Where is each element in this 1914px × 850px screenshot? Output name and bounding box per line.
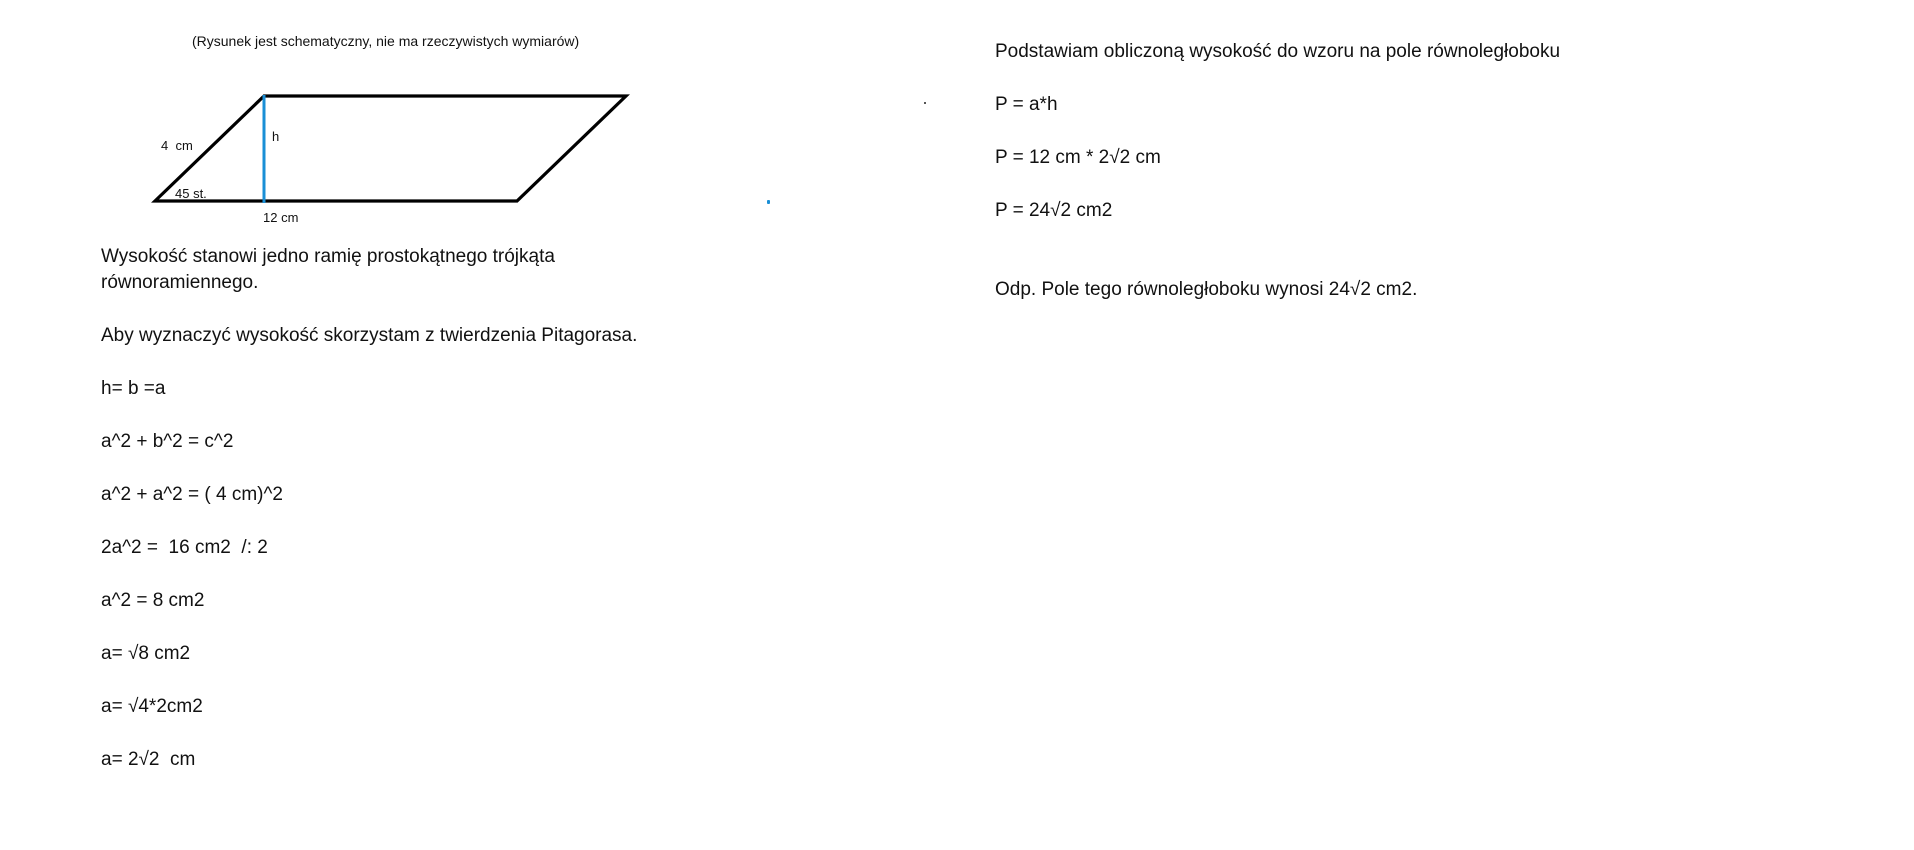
base-length-label: 12 cm bbox=[263, 210, 299, 225]
parallelogram-figure bbox=[0, 0, 700, 240]
angle-label: 45 st. bbox=[175, 186, 207, 201]
area-formula-line: P = 24√2 cm2 bbox=[995, 200, 1113, 221]
figure-caption: (Rysunek jest schematyczny, nie ma rzeczywistych wymiarów) bbox=[192, 33, 580, 49]
equation-line: a= √4*2cm2 bbox=[101, 696, 203, 717]
area-formula-line: P = 12 cm * 2√2 cm bbox=[995, 147, 1161, 168]
equation-line: h= b =a bbox=[101, 378, 166, 399]
stray-mark bbox=[924, 102, 926, 104]
area-intro-text: Podstawiam obliczoną wysokość do wzoru na pole równoległoboku bbox=[995, 41, 1561, 62]
equation-line: a^2 + a^2 = ( 4 cm)^2 bbox=[101, 484, 283, 505]
parallelogram-outline bbox=[155, 96, 626, 201]
equation-line: 2a^2 = 16 cm2 /: 2 bbox=[101, 537, 268, 558]
answer-text: Odp. Pole tego równoległoboku wynosi 24√2 cm2. bbox=[995, 279, 1418, 300]
equation-line: a= √8 cm2 bbox=[101, 643, 191, 664]
explanation-paragraph: Wysokość stanowi jedno ramię prostokątnego trójkąta równoramiennego. bbox=[101, 246, 555, 293]
height-label: h bbox=[272, 129, 280, 144]
parallelogram-diagram bbox=[0, 0, 700, 240]
equation-line: a^2 + b^2 = c^2 bbox=[101, 431, 234, 452]
pythagoras-paragraph: Aby wyznaczyć wysokość skorzystam z twierdzenia Pitagorasa. bbox=[101, 325, 638, 346]
stray-mark-blue bbox=[767, 200, 770, 204]
equation-line: a^2 = 8 cm2 bbox=[101, 590, 205, 611]
side-length-label: 4 cm bbox=[161, 138, 193, 153]
area-formula-line: P = a*h bbox=[995, 94, 1058, 115]
equation-line: a= 2√2 cm bbox=[101, 749, 196, 770]
